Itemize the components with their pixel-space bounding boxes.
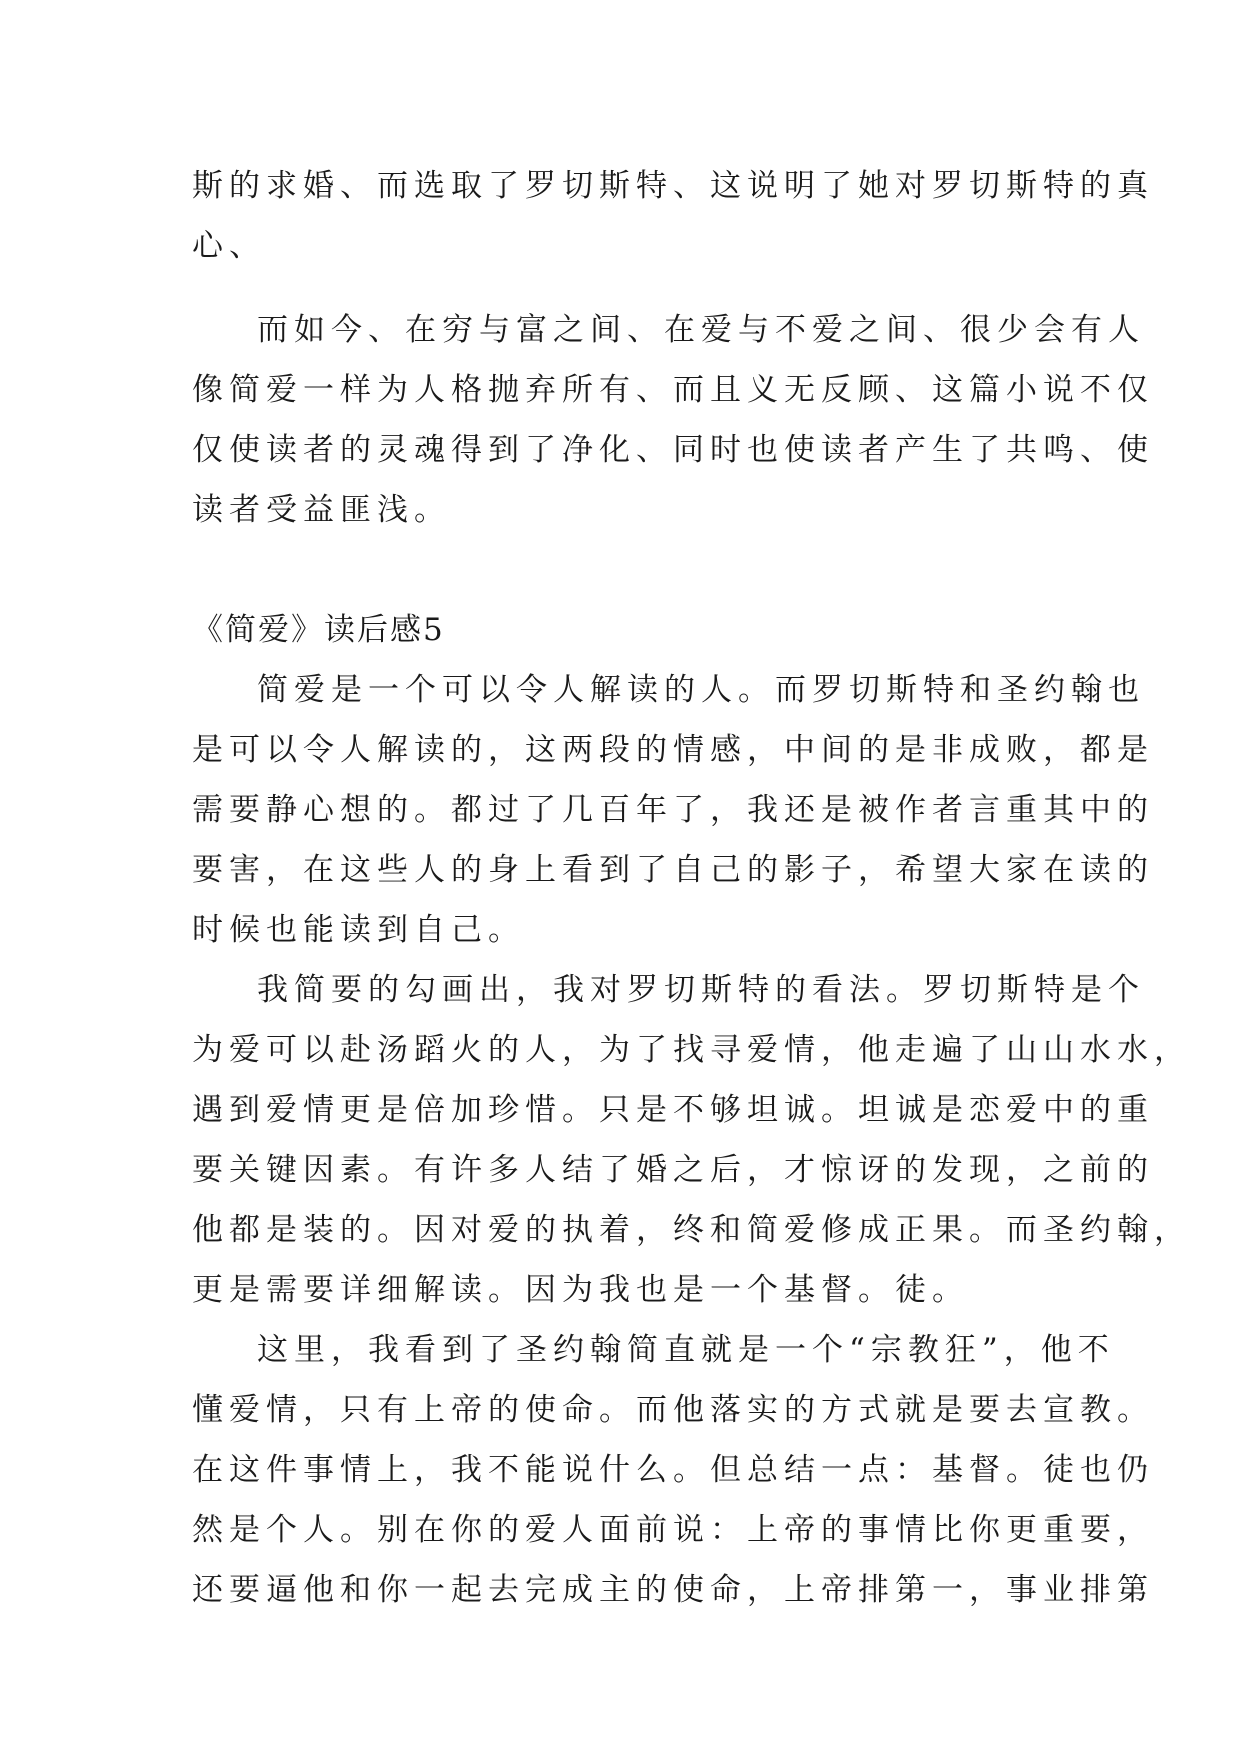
text-line: 需要静心想的。都过了几百年了，我还是被作者言重其中的 (192, 792, 1154, 828)
text-line: 为爱可以赴汤蹈火的人，为了找寻爱情，他走遍了山山水水， (192, 1032, 1191, 1068)
text-line: 斯的求婚、而选取了罗切斯特、这说明了她对罗切斯特的真 (192, 168, 1154, 204)
text-line: 更是需要详细解读。因为我也是一个基督。徒。 (192, 1272, 969, 1308)
paragraph-continuation (192, 156, 1154, 276)
text-line: 他都是装的。因对爱的执着，终和简爱修成正果。而圣约翰， (192, 1212, 1191, 1248)
text-line: 在这件事情上，我不能说什么。但总结一点：基督。徒也仍 (192, 1452, 1154, 1488)
text-line: 然是个人。别在你的爱人面前说：上帝的事情比你更重要， (192, 1512, 1154, 1548)
text-line: 懂爱情，只有上帝的使命。而他落实的方式就是要去宣教。 (192, 1392, 1154, 1428)
paragraph-conclusion (192, 300, 1154, 540)
essay-paragraph-3 (192, 1320, 1154, 1620)
essay-paragraph-2 (192, 960, 1191, 1320)
text-line: 要害，在这些人的身上看到了自己的影子，希望大家在读的 (192, 852, 1154, 888)
text-line: 仅使读者的灵魂得到了净化、同时也使读者产生了共鸣、使 (192, 432, 1154, 468)
text-line: 而如今、在穷与富之间、在爱与不爱之间、很少会有人 (257, 312, 1145, 348)
text-line: 像简爱一样为人格抛弃所有、而且义无反顾、这篇小说不仅 (192, 372, 1154, 408)
text-line: 简爱是一个可以令人解读的人。而罗切斯特和圣约翰也 (257, 672, 1145, 708)
text-line: 心、 (192, 228, 266, 264)
section-heading: 《简爱》读后感5 (192, 612, 445, 648)
text-line: 要关键因素。有许多人结了婚之后，才惊讶的发现，之前的 (192, 1152, 1154, 1188)
text-line: 我简要的勾画出，我对罗切斯特的看法。罗切斯特是个 (257, 972, 1145, 1008)
text-line: 这里，我看到了圣约翰简直就是一个“宗教狂”，他不 (257, 1332, 1115, 1368)
essay-paragraph-1 (192, 660, 1154, 960)
text-line: 还要逼他和你一起去完成主的使命，上帝排第一，事业排第 (192, 1572, 1154, 1608)
text-line: 读者受益匪浅。 (192, 492, 451, 528)
document-body (192, 156, 1191, 1620)
text-line: 时候也能读到自己。 (192, 912, 525, 948)
text-line: 遇到爱情更是倍加珍惜。只是不够坦诚。坦诚是恋爱中的重 (192, 1092, 1154, 1128)
text-line: 是可以令人解读的，这两段的情感，中间的是非成败，都是 (192, 732, 1154, 768)
